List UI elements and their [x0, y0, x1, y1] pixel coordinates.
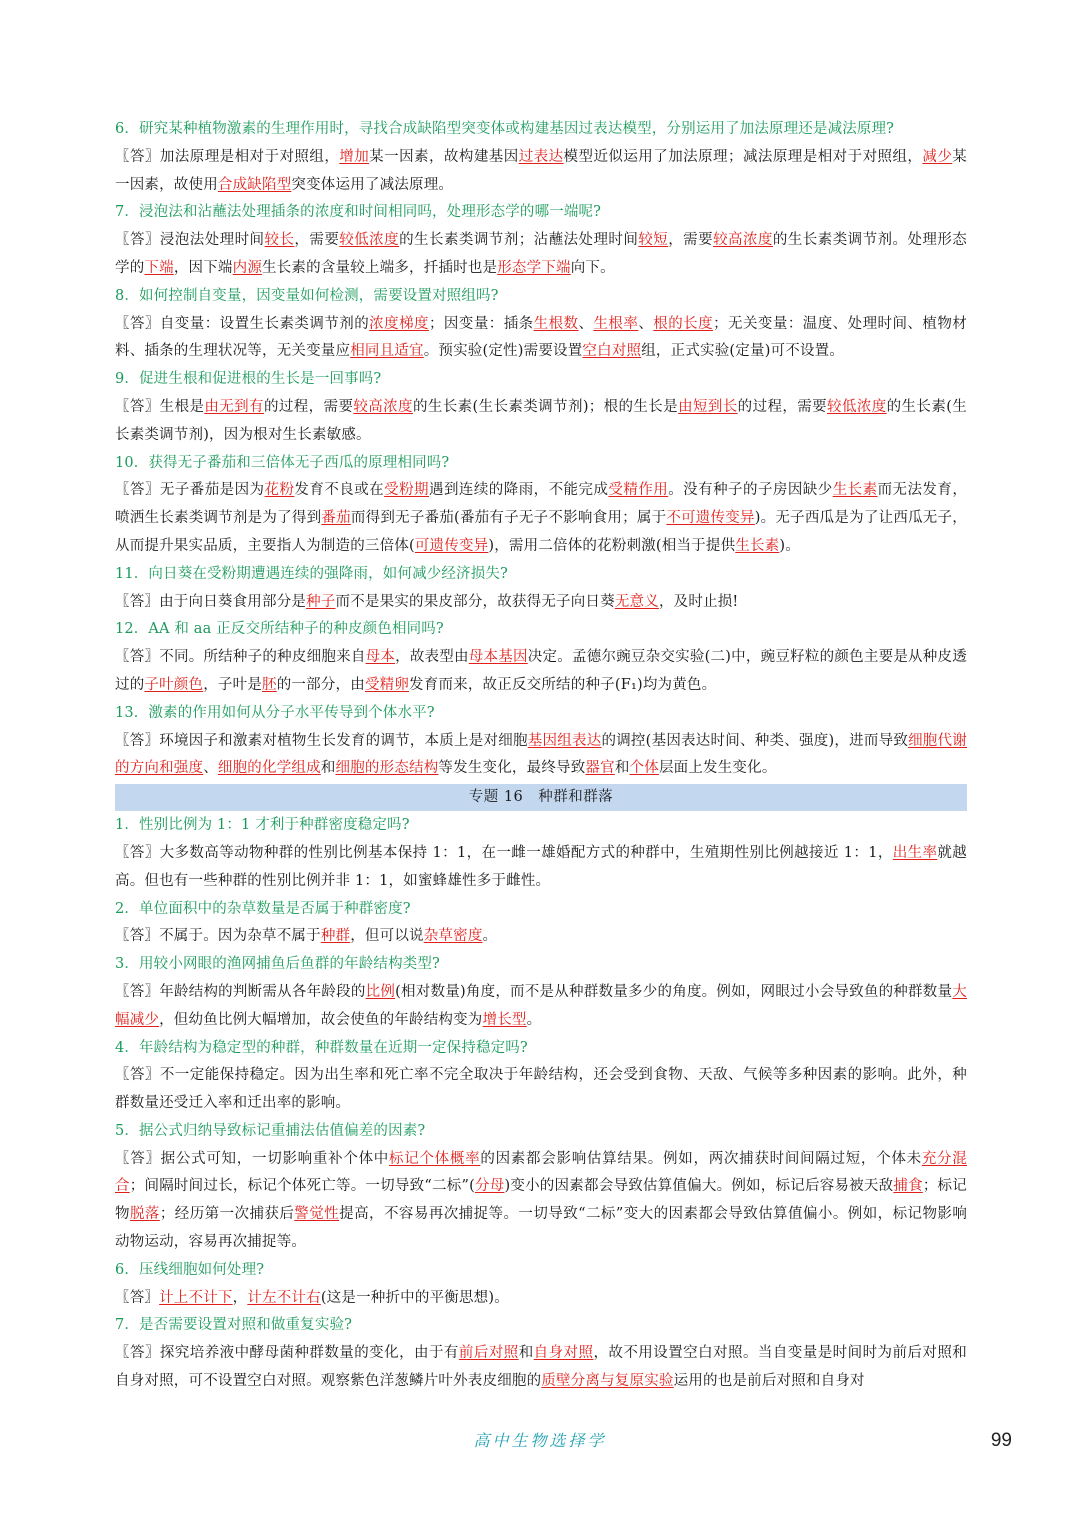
- answer-text: 运用的也是前后对照和自身对: [673, 1373, 865, 1390]
- key-term: 母本: [365, 649, 396, 666]
- answer-text: ，故不用设置空白对照。当自变量是时间时为前后对照和自身对照，可不设置空白对照。观察紫色洋葱鳞片叶外表皮细胞的: [115, 1345, 967, 1390]
- question: 11．向日葵在受粉期遭遇连续的强降雨，如何减少经济损失?: [115, 565, 508, 582]
- key-term: 受精作用: [608, 482, 669, 499]
- key-term: 器官: [585, 760, 615, 777]
- key-term: 不可遗传变异: [666, 510, 755, 527]
- key-term: 合成缺陷型: [217, 176, 292, 193]
- answer-text: 的过程，需要: [737, 398, 828, 415]
- answer-text: 的调控(基因表达时间、种类、强度)，进而导致: [601, 732, 909, 749]
- question: 1．性别比例为 1：1 才利于种群密度稳定吗?: [115, 817, 410, 834]
- answer-text: 。预实验(定性)需要设置: [423, 343, 583, 360]
- key-term: 子叶颜色: [144, 676, 204, 693]
- answer-text: 、: [638, 315, 654, 332]
- answer-text: 向下。: [570, 259, 615, 276]
- key-term: 下端: [144, 259, 174, 276]
- answer-text: 和: [614, 760, 630, 777]
- answer-text: 发育不良或在: [294, 482, 385, 499]
- key-term: 脱落: [129, 1206, 160, 1223]
- answer-text: 的生长素类调节剂；沾蘸法处理时间: [399, 232, 639, 249]
- answer-text: ；无关变量：温度、处理时间、植物材料、插条的生理状况等，无关变量应: [115, 315, 967, 360]
- answer-text: 模型近似运用了加法原理；减法原理是相对于对照组，: [563, 148, 923, 165]
- answer-text: ，故表型由: [395, 649, 469, 666]
- key-term: 浓度梯度: [369, 315, 429, 332]
- answer-text: ；标记物: [115, 1178, 967, 1223]
- answer-text: 组，正式实验(定量)可不设置。: [641, 343, 845, 360]
- answer-text: )变小的因素都会导致估算值偏大。例如，标记后容易被天敌: [504, 1178, 894, 1195]
- page-content: [115, 116, 967, 1396]
- key-term: 番茄: [321, 510, 351, 527]
- footer-book-title: 高中生物选择学: [473, 1431, 607, 1450]
- key-term: 可遗传变异: [414, 537, 489, 554]
- answer-text: 〖答〗浸泡法处理时间: [115, 232, 265, 249]
- key-term: 较高浓度: [353, 398, 413, 415]
- question: 6．压线细胞如何处理?: [115, 1261, 265, 1278]
- answer-text: 〖答〗无子番茄是因为: [115, 482, 265, 499]
- answer-text: 〖答〗自变量：设置生长素类调节剂的: [115, 315, 370, 332]
- answer-text: 的因素都会影响估算结果。例如，两次捕获时间间隔过短，个体未: [480, 1150, 922, 1167]
- answer-text: (这是一种折中的平衡思想)。: [320, 1289, 509, 1306]
- answer-text: )。无子西瓜是为了让西瓜无子，从而提升果实品质，主要指人为制造的三倍体(: [115, 510, 967, 554]
- question: 10．获得无子番茄和三倍体无子西瓜的原理相同吗?: [115, 454, 450, 471]
- question: 7．浸泡法和沾蘸法处理插条的浓度和时间相同吗，处理形态学的哪一端呢?: [115, 204, 602, 221]
- key-term: 生长素: [832, 482, 878, 499]
- key-term: 花粉: [264, 482, 295, 499]
- key-term: 受粉期: [384, 482, 429, 499]
- key-term: 前后对照: [458, 1345, 519, 1362]
- answer-text: 。: [482, 928, 498, 945]
- answer: [115, 477, 967, 560]
- question: 7．是否需要设置对照和做重复实验?: [115, 1317, 353, 1334]
- key-term: 种子: [306, 593, 336, 610]
- answer: [115, 923, 967, 951]
- answer-text: ；因变量：插条: [428, 315, 534, 332]
- question: 12．AA 和 aa 正反交所结种子的种皮颜色相同吗?: [115, 621, 444, 638]
- key-term: 过表达: [518, 148, 564, 165]
- answer: [115, 1062, 967, 1118]
- answer-text: 的生长素(生长素类调节剂)，因为根对生长素敏感。: [115, 398, 967, 443]
- answer: [115, 979, 967, 1035]
- key-term: 计上不计下: [159, 1289, 233, 1306]
- answer-text: 、: [203, 760, 218, 777]
- key-term: 计左不计右: [247, 1289, 321, 1306]
- answer-text: 遇到连续的降雨，不能完成: [429, 482, 609, 499]
- answer-text: ；间隔时间过长，标记个体死亡等。一切导致“二标”(: [129, 1178, 475, 1195]
- answer-text: ，因下端: [173, 259, 233, 276]
- key-term: 较低浓度: [339, 232, 400, 249]
- answer-text: 生长素的含量较上端多，扦插时也是: [262, 259, 498, 276]
- answer-text: 。没有种子的子房因缺少: [668, 482, 833, 499]
- key-term: 较短: [638, 232, 669, 249]
- answer-text: 〖答〗生根是: [115, 398, 205, 415]
- answer-text: ，子叶是: [203, 676, 263, 693]
- answer-text: 某一因素，故构建基因: [369, 148, 519, 165]
- answer-text: 就越高。但也有一些种群的性别比例并非 1：1，如蜜蜂雄性多于雌性。: [115, 844, 967, 889]
- key-term: 相同且适宜: [350, 343, 424, 360]
- key-term: 由无到有: [204, 398, 264, 415]
- answer-text: 〖答〗: [115, 1289, 160, 1306]
- key-term: 杂草密度: [423, 928, 483, 945]
- answer-text: 发育而来，故正反交所结的种子(F₁)均为黄色。: [409, 676, 717, 693]
- answer: [115, 144, 967, 200]
- answer-text: 〖答〗不属于。因为杂草不属于: [115, 928, 321, 945]
- question: 5．据公式归纳导致标记重捕法估值偏差的因素?: [115, 1122, 426, 1139]
- answer-text: 而无法发育，喷洒生长素类调节剂是为了得到: [115, 482, 968, 527]
- answer-text: 提高，不容易再次捕捉等。一切导致“二标”变大的因素都会导致估算值偏小。例如，标记物影响动物运动，容易再次捕捉等。: [115, 1206, 968, 1251]
- answer-text: 的生长素(生长素类调节剂)；根的生长是: [412, 398, 679, 415]
- answer-text: 而不是果实的果皮部分，故获得无子向日葵: [335, 593, 615, 610]
- key-term: 较高浓度: [713, 232, 773, 249]
- key-term: 减少: [922, 148, 953, 165]
- key-term: 细胞的化学组成: [217, 760, 321, 777]
- answer-text: 和: [518, 1345, 534, 1362]
- answer-text: 〖答〗环境因子和激素对植物生长发育的调节，本质上是对细胞: [115, 732, 528, 749]
- key-term: 由短到长: [678, 398, 738, 415]
- key-term: 个体: [629, 760, 659, 777]
- key-term: 细胞代谢的方向和强度: [115, 732, 967, 777]
- answer-text: 〖答〗加法原理是相对于对照组，: [115, 148, 340, 165]
- answer-text: ，: [232, 1289, 248, 1306]
- answer: [115, 311, 967, 367]
- answer-text: 〖答〗年龄结构的判断需从各年龄段的: [115, 983, 366, 1000]
- key-term: 充分混合: [115, 1150, 967, 1195]
- question: 9．促进生根和促进根的生长是一回事吗?: [115, 371, 382, 388]
- page-number: 99: [990, 1430, 1012, 1451]
- answer-text: 。: [526, 1011, 542, 1028]
- answer: [115, 728, 967, 784]
- key-term: 增长型: [482, 1011, 527, 1028]
- answer: [115, 394, 967, 450]
- answer-text: 和: [320, 760, 336, 777]
- answer: [115, 644, 967, 700]
- answer: [115, 227, 967, 283]
- key-term: 无意义: [614, 593, 659, 610]
- key-term: 内源: [232, 259, 263, 276]
- answer-text: 的生长素类调节剂。处理形态学的: [115, 232, 967, 276]
- question: 6．研究某种植物激素的生理作用时，寻找合成缺陷型突变体或构建基因过表达模型，分别运用了加法原理还是减法原理?: [115, 121, 895, 137]
- answer: [115, 1340, 967, 1396]
- key-term: 大幅减少: [115, 983, 967, 1028]
- question: 2．单位面积中的杂草数量是否属于种群密度?: [115, 900, 411, 917]
- question: 3．用较小网眼的渔网捕鱼后鱼群的年龄结构类型?: [115, 956, 440, 973]
- answer-text: 〖答〗不同。所结种子的种皮细胞来自: [115, 649, 366, 666]
- key-term: 比例: [365, 983, 396, 1000]
- key-term: 警觉性: [294, 1206, 340, 1223]
- answer-text: 〖答〗据公式可知，一切影响重补个体中: [115, 1150, 390, 1167]
- answer: [115, 589, 967, 617]
- question: 13．激素的作用如何从分子水平传导到个体水平?: [115, 704, 435, 721]
- key-term: 增加: [339, 148, 370, 165]
- key-term: 出生率: [892, 844, 938, 861]
- answer-text: )。: [779, 537, 800, 554]
- answer-text: 某一因素，故使用: [115, 148, 967, 193]
- answer-text: 〖答〗不一定能保持稳定。因为出生率和死亡率不完全取决于年龄结构，还会受到食物、天敌、气候等多种因素的影响。此外，种群数量还受迁入率和迁出率的影响。: [115, 1067, 967, 1112]
- answer-text: 〖答〗由于向日葵食用部分是: [115, 593, 307, 610]
- key-term: 捕食: [893, 1178, 923, 1195]
- key-term: 生长素: [735, 537, 780, 554]
- key-term: 生根率: [593, 315, 639, 332]
- key-term: 种群: [320, 928, 351, 945]
- answer-text: 而得到无子番茄(番茄有子无子不影响食用；属于: [350, 510, 667, 527]
- topic-heading: 专题 16 种群和群落: [115, 784, 967, 811]
- answer-text: 的一部分，由: [276, 676, 365, 693]
- answer-text: ，但幼鱼比例大幅增加，故会使鱼的年龄结构变为: [159, 1011, 483, 1028]
- answer-text: ，需要: [294, 232, 340, 249]
- key-term: 空白对照: [582, 343, 642, 360]
- key-term: 受精卵: [364, 676, 410, 693]
- question: 8．如何控制自变量，因变量如何检测，需要设置对照组吗?: [115, 287, 499, 304]
- key-term: 较低浓度: [827, 398, 887, 415]
- answer-text: 〖答〗探究培养液中酵母菌种群数量的变化，由于有: [115, 1345, 459, 1362]
- answer-text: ，需要: [668, 232, 714, 249]
- answer-text: )，需用二倍体的花粉刺激(相当于提供: [488, 537, 736, 554]
- answer-text: 层面上发生变化。: [658, 760, 777, 777]
- key-term: 根的长度: [653, 315, 714, 332]
- answer-text: 等发生变化，最终导致: [438, 760, 586, 777]
- key-term: 胚: [262, 676, 277, 693]
- key-term: 标记个体概率: [389, 1150, 481, 1167]
- answer-text: 的过程，需要: [263, 398, 354, 415]
- answer: [115, 840, 967, 896]
- answer-text: 决定。孟德尔豌豆杂交实验(二)中，豌豆籽粒的颜色主要是从种皮透过的: [115, 649, 967, 693]
- key-term: 自身对照: [533, 1345, 594, 1362]
- answer-text: 、: [578, 315, 594, 332]
- question: 4．年龄结构为稳定型的种群，种群数量在近期一定保持稳定吗?: [115, 1039, 528, 1056]
- answer-text: ；经历第一次捕获后: [159, 1206, 295, 1223]
- key-term: 较长: [264, 232, 295, 249]
- key-term: 质壁分离与复原实验: [541, 1373, 674, 1390]
- key-term: 细胞的形态结构: [335, 760, 439, 777]
- key-term: 母本基因: [468, 649, 528, 666]
- answer: [115, 1146, 967, 1257]
- answer-text: 突变体运用了减法原理。: [291, 176, 454, 193]
- key-term: 分母: [474, 1178, 505, 1195]
- answer: [115, 1285, 967, 1313]
- answer-text: ，及时止损!: [658, 593, 739, 610]
- answer-text: 〖答〗大多数高等动物种群的性别比例基本保持 1：1，在一雌一雄婚配方式的种群中，生殖期性别比例越接近 1：1，: [115, 844, 893, 861]
- key-term: 生根数: [533, 315, 579, 332]
- answer-text: (相对数量)角度，而不是从种群数量多少的角度。例如，网眼过小会导致鱼的种群数量: [395, 983, 953, 1000]
- key-term: 形态学下端: [497, 259, 571, 276]
- key-term: 基因组表达: [527, 732, 602, 749]
- answer-text: ，但可以说: [350, 928, 424, 945]
